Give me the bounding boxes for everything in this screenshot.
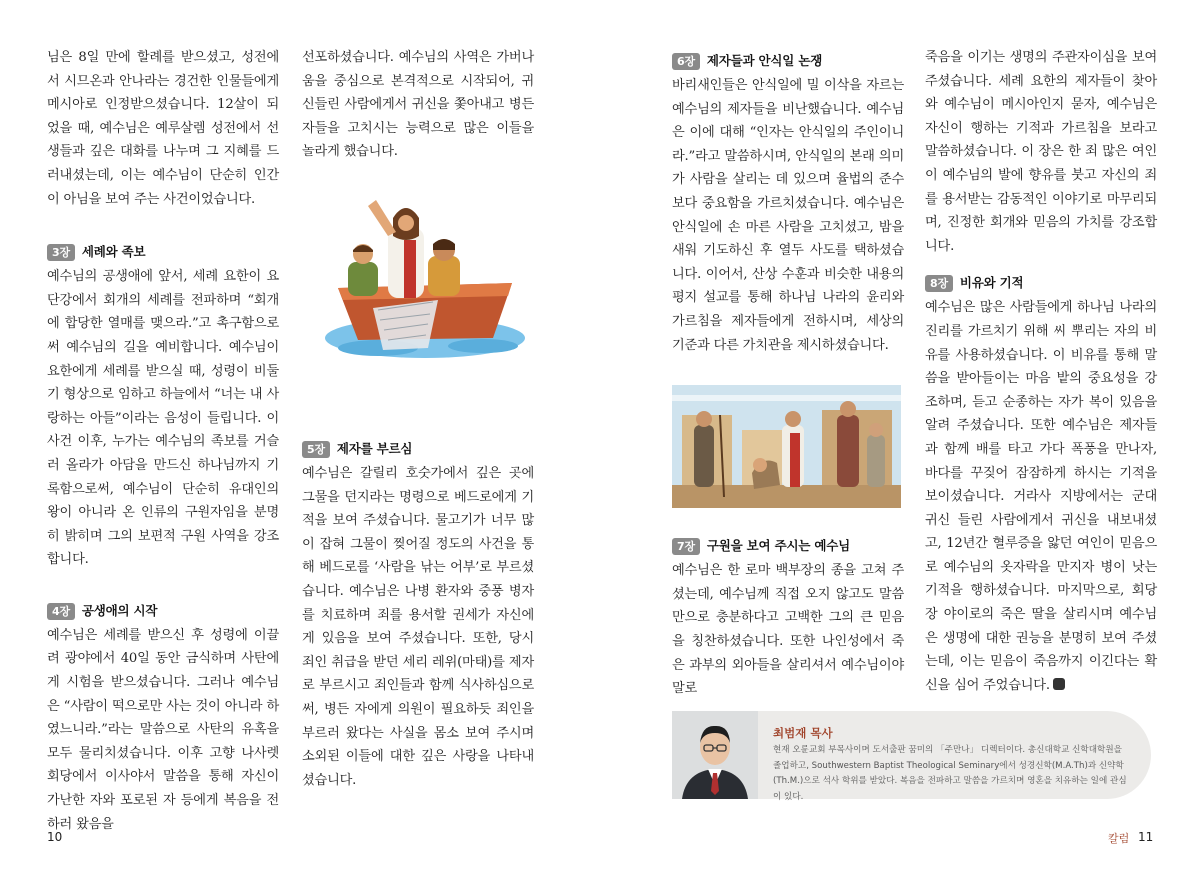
section-title: 공생애의 시작 [81, 602, 158, 618]
paragraph: 죽음을 이기는 생명의 주관자이심을 보여 주셨습니다. 세례 요한의 제자들이 찾아와 예수님이 메시아인지 묻자, 예수님은 자신이 행하는 기적과 가르침을 보라고 말씀하셨습니다. 이 장은 한 죄 많은 여인이 예수님의 발에 향유를 붓고 자신의 죄를 용서받는 감동적인 이야기로 마무리되며, 진정한 회개와 믿음의 가치를 강조합니다. [925, 50, 1157, 254]
author-photo [672, 711, 758, 799]
column-4 [925, 46, 1157, 697]
chapter-badge: 7장 [672, 538, 700, 555]
paragraph: 예수님은 갈릴리 호숫가에서 깊은 곳에 그물을 던지라는 명령으로 베드로에게 기적을 보여 주셨습니다. 물고기가 너무 많이 잡혀 그물이 찢어질 정도의 사건을 통해 베드로를 ‘사람을 낚는 어부’로 부르셨습니다. 예수님은 나병 환자와 중풍 병자를 치료하며 죄를 용서할 권세가 자신에게 있음을 보여 주셨습니다. 또한, 당시 죄인 취급을 받던 세리 레위(마태)를 제자로 부르시고 죄인들과 함께 식사하심으로써, 병든 자에게 의원이 필요하듯 죄인을 부르러 왔다는 사실을 몸소 보여 주시며 소외된 이들에 대한 깊은 사랑을 나타내셨습니다. [302, 465, 534, 788]
author-description: 현재 오륜교회 부목사이며 도서출판 꿈미의 「주만나」 디렉터이다. 총신대학교 신학대학원을 졸업하고, Southwestern Baptist Theological Seminary에서 성경신학(M.A.Th)과 신약학(Th.M.)으로 석사 학위를 받았다. 복음을 전파하고 말씀을 가르치며 영혼을 치유하는 일에 관심이 있다. [773, 745, 1127, 802]
section-title: 제자를 부르심 [336, 440, 413, 456]
chapter-badge: 3장 [47, 244, 75, 261]
section-label: 칼럼 [1108, 832, 1130, 845]
chapter-badge: 4장 [47, 603, 75, 620]
chapter-badge: 8장 [925, 275, 953, 292]
author-name: 최범재 목사 [773, 726, 833, 740]
paragraph: 선포하셨습니다. 예수님의 사역은 가버나움을 중심으로 본격적으로 시작되어, 귀신들린 사람에게서 귀신을 쫓아내고 병든 자들을 고치시는 능력으로 많은 이들을 놀라게 했습니다. [302, 50, 534, 160]
paragraph: 예수님은 한 로마 백부장의 종을 고쳐 주셨는데, 예수님께 직접 오지 않고도 말씀만으로 충분하다고 고백한 그의 큰 믿음을 칭찬하셨습니다. 또한 나인성에서 죽은 과부의 외아들을 살리셔서 예수님이야말로 [672, 563, 904, 697]
section-title: 비유와 기적 [959, 275, 1024, 291]
paragraph: 바리새인들은 안식일에 밀 이삭을 자르는 예수님의 제자들을 비난했습니다. 예수님은 이에 대해 “인자는 안식일의 주인이니라.”라고 말씀하시며, 안식일의 본래 의미가 사람을 살리는 데 있으며 율법의 준수보다 중요함을 가르치셨습니다. 예수님은 안식일에 손 마른 사람을 고치셨고, 밤을 새워 기도하신 후 열두 사도를 택하셨습니다. 이어서, 산상 수훈과 비슷한 내용의 평지 설교를 통해 하나님 나라의 윤리와 가르침을 제자들에게 전하시며, 세상의 기준과 다른 가치관을 제시하셨습니다. [672, 78, 904, 353]
healing-scene-illustration [672, 385, 901, 508]
column-2 [302, 46, 534, 792]
paragraph-text: 예수님은 많은 사람들에게 하나님 나라의 진리를 가르치기 위해 씨 뿌리는 자의 비유를 사용하셨습니다. 이 비유를 통해 말씀을 받아들이는 마음 밭의 중요성을 강조하며, 듣고 순종하는 자가 복이 있음을 알려 주셨습니다. 또한 예수님은 제자들과 함께 배를 타고 가다 폭풍을 만나자, 바다를 꾸짖어 잠잠하게 하시는 기적을 보이셨습니다. 거라사 지방에서는 군대 귀신 들린 사람에게서 귀신을 내보내셨고, 12년간 혈루증을 앓던 여인이 믿음으로 예수님의 옷자락을 만지자 병이 낫는 기적을 행하셨습니다. 마지막으로, 회당장 야이로의 죽은 딸을 살리시며 예수님은 생명에 대한 권능을 분명히 보여 주셨는데, 이는 믿음이 죽음까지 이긴다는 확신을 심어 주었습니다. [925, 300, 1157, 693]
section-heading-5 [302, 438, 534, 460]
section-heading-8 [925, 272, 1157, 294]
author-portrait-icon [672, 711, 758, 799]
paragraph: 님은 8일 만에 할례를 받으셨고, 성전에서 시므온과 안나라는 경건한 인물들에게 메시아로 인정받으셨습니다. 12살이 되었을 때, 예수님은 예루살렘 성전에서 선생들과 깊은 대화를 나누며 그 지혜를 드러내셨는데, 이는 예수님이 단순히 인간이 아님을 보여 주는 사건이었습니다. [47, 50, 279, 207]
section-title: 세례와 족보 [81, 244, 146, 260]
chapter-badge: 5장 [302, 441, 330, 458]
page-number-right: 11 [1138, 830, 1154, 844]
section-heading-7 [672, 535, 904, 557]
page-number-left: 10 [47, 830, 63, 844]
section-title: 제자들과 안식일 논쟁 [706, 53, 823, 68]
chapter-badge: 6장 [672, 53, 700, 70]
section-heading-3 [47, 241, 279, 263]
paragraph [925, 296, 1157, 697]
section-heading-4 [47, 600, 279, 622]
end-mark-icon [1053, 678, 1065, 690]
column-1 [47, 46, 279, 836]
section-title: 구원을 보여 주시는 예수님 [706, 538, 850, 554]
paragraph: 예수님의 공생애에 앞서, 세례 요한이 요단강에서 회개의 세례를 전파하며 “회개에 합당한 열매를 맺으라.”고 촉구함으로써 예수님의 길을 예비합니다. 예수님이 요한에게 세례를 받으실 때, 성령이 비둘기 형상으로 임하고 하늘에서 “너는 내 사랑하는 아들”이라는 음성이 들립니다. 이 사건 이후, 누가는 예수님의 족보를 거슬러 올라가 아담을 만드신 하나님까지 기록함으로써, 예수님이 단순히 유대인의 왕이 아니라 온 인류의 구원자임을 분명히 밝히며 그의 보편적 구원 사역을 강조합니다. [47, 269, 279, 568]
paragraph: 예수님은 세례를 받으신 후 성령에 이끌려 광야에서 40일 동안 금식하며 사탄에게 시험을 받으셨습니다. 그러나 예수님은 “사람이 떡으로만 사는 것이 아니라 하였느니라.”라는 말씀으로 사탄의 유혹을 모두 물리치셨습니다. 이후 고향 나사렛 회당에서 이사야서 말씀을 통해 자신이 가난한 자와 포로된 자 등에게 복음을 전하러 왔음을 [47, 627, 279, 832]
column-3 [672, 46, 904, 701]
author-bio-box [672, 711, 1151, 802]
section-heading-6 [672, 50, 904, 72]
jesus-boat-illustration [318, 188, 532, 363]
